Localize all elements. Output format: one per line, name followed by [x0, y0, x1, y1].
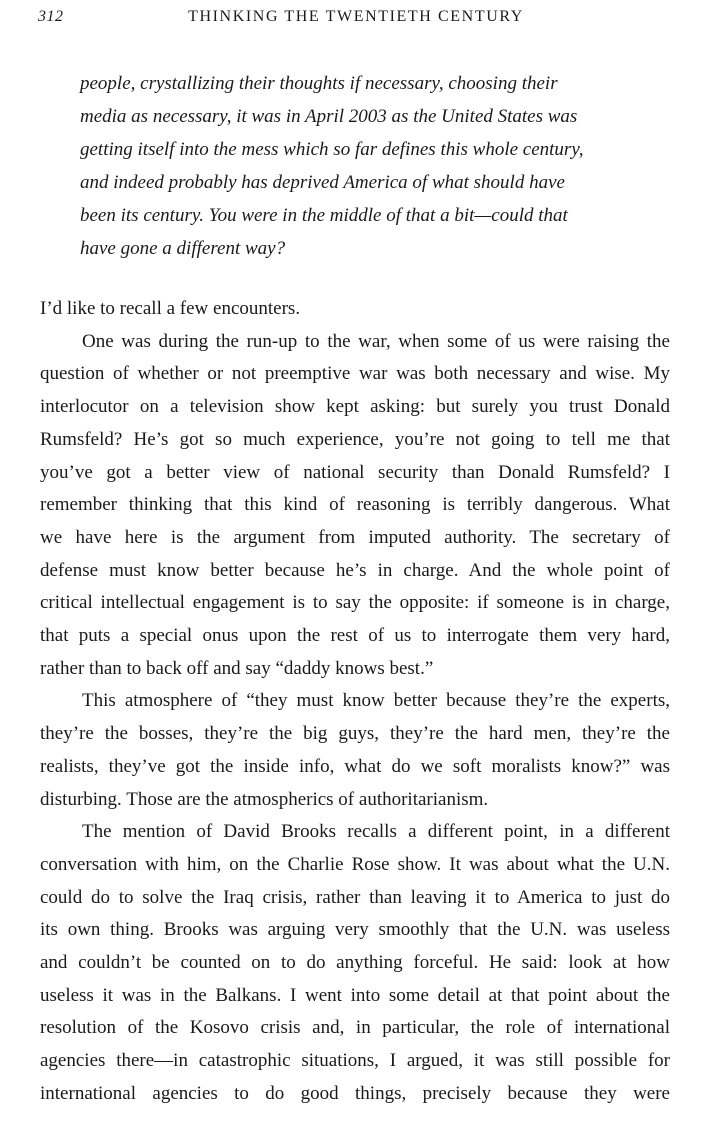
text-line: useless it was in the Balkans. I went into some detail at that point about the: [40, 984, 670, 1006]
text-line: rather than to back off and say “daddy knows best.”: [40, 657, 434, 679]
interviewer-question: [80, 67, 625, 265]
text-line: question of whether or not preemptive war was both necessary and wise. My: [40, 363, 670, 385]
text-line: its own thing. Brooks was arguing very smoothly that the U.N. was useless: [40, 919, 670, 941]
text-line: remember thinking that this kind of reasoning is terribly dangerous. What: [40, 494, 670, 516]
question-line: getting itself into the mess which so far defines this whole century,: [80, 139, 584, 160]
text-line: we have here is the argument from imputed authority. The secretary of: [40, 526, 670, 548]
text-line: agencies there—in catastrophic situations, I argued, it was still possible for: [40, 1050, 670, 1072]
text-line: Rumsfeld? He’s got so much experience, you’re not going to tell me that: [40, 428, 670, 450]
question-line: media as necessary, it was in April 2003 as the United States was: [80, 106, 578, 127]
question-line: and indeed probably has deprived America of what should have: [80, 172, 565, 193]
question-line: have gone a different way?: [80, 238, 286, 259]
running-title: THINKING THE TWENTIETH CENTURY: [188, 8, 524, 25]
paragraph: [40, 326, 670, 686]
text-line: could do to solve the Iraq crisis, rather than leaving it to America to just do: [40, 886, 670, 908]
text-line: resolution of the Kosovo crisis and, in particular, the role of international: [40, 1017, 670, 1039]
text-line: conversation with him, on the Charlie Rose show. It was about what the U.N.: [40, 853, 670, 875]
text-line: defense must know better because he’s in charge. And the whole point of: [40, 559, 670, 581]
text-line: you’ve got a better view of national security than Donald Rumsfeld? I: [40, 461, 670, 483]
text-line: and couldn’t be counted on to do anything forceful. He said: look at how: [40, 952, 670, 974]
text-line: interlocutor on a television show kept asking: but surely you trust Donald: [40, 396, 670, 418]
text-line: I’d like to recall a few encounters.: [40, 298, 301, 319]
question-line: been its century. You were in the middle of that a bit—could that: [80, 205, 568, 226]
page-number: 312: [38, 8, 64, 25]
text-line: realists, they’ve got the inside info, what do we soft moralists know?” was: [40, 755, 670, 777]
paragraph: [40, 685, 670, 816]
text-line: that puts a special onus upon the rest of us to interrogate them very hard,: [40, 625, 670, 647]
text-line: The mention of David Brooks recalls a different point, in a different: [82, 821, 670, 843]
text-line: they’re the bosses, they’re the big guys, they’re the hard men, they’re the: [40, 723, 670, 745]
question-line: people, crystallizing their thoughts if necessary, choosing their: [80, 73, 558, 94]
text-line: One was during the run-up to the war, when some of us were raising the: [82, 330, 670, 352]
paragraph: [40, 816, 670, 1110]
answer-body: [40, 293, 670, 1111]
paragraph: [40, 293, 670, 326]
text-line: critical intellectual engagement is to say the opposite: if someone is in charge,: [40, 592, 670, 614]
text-line: This atmosphere of “they must know better because they’re the experts,: [82, 690, 670, 712]
text-line: disturbing. Those are the atmospherics of authoritarianism.: [40, 788, 489, 810]
text-line: international agencies to do good things, precisely because they were: [40, 1082, 670, 1104]
running-header: [38, 6, 674, 30]
